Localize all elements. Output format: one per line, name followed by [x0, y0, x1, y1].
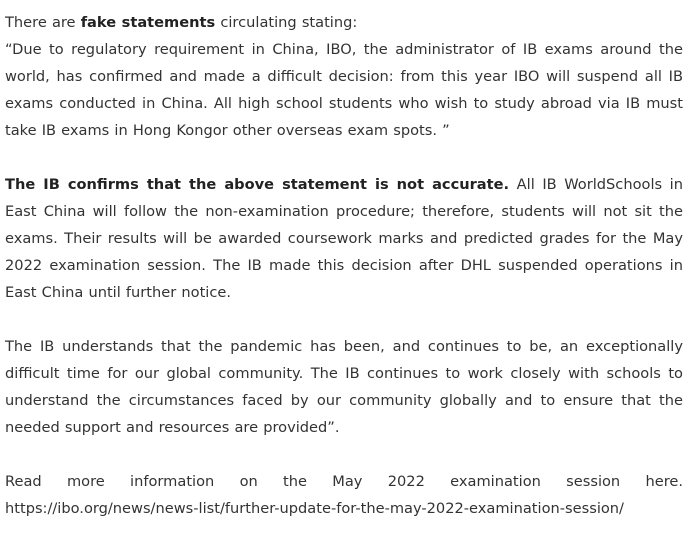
confirm-paragraph: [5, 171, 683, 306]
intro-bold: fake statements: [80, 14, 216, 31]
confirm-bold: The IB confirms that the above statement is not accurate.: [5, 176, 510, 193]
read-more-text: Read more information on the May 2022 examination session here.: [5, 473, 683, 490]
intro-prefix: There are: [5, 14, 81, 31]
confirm-rest: All IB WorldSchools in East China will follow the non-examination procedure; therefore, students will not sit the exams. Their results will be awarded coursework marks and predicted grades for the May 2022 examination session. The IB made this decision after DHL suspended operations in East China until further notice.: [5, 176, 683, 301]
fake-statement-quote: “Due to regulatory requirement in China, IBO, the administrator of IB exams around the world, has confirmed and made a difficult decision: from this year IBO will suspend all IB exams conducted in China. All high school students who wish to study abroad via IB must take IB exams in Hong Kongor other overseas exam spots. ”: [5, 41, 683, 139]
news-link[interactable]: https://ibo.org/news/news-list/further-update-for-the-may-2022-examination-session/: [5, 500, 624, 517]
understands-paragraph: The IB understands that the pandemic has been, and continues to be, an exceptionally difficult time for our global community. The IB continues to work closely with schools to understand the circumstances faced by our community globally and to ensure that the needed support and resources are provided”.: [5, 338, 683, 436]
intro-suffix: circulating stating:: [215, 14, 358, 31]
intro-paragraph: [5, 9, 683, 144]
read-more-block: [5, 468, 683, 522]
